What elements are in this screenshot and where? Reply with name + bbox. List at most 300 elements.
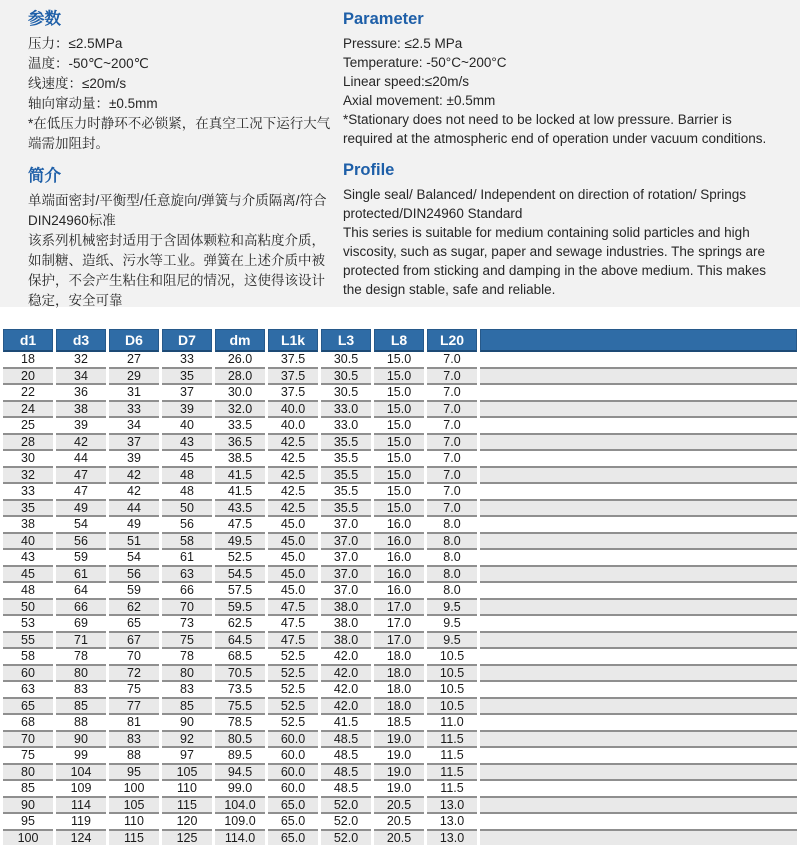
cn-parameter-heading: 参数 <box>28 10 61 28</box>
table-cell: 35 <box>3 499 53 516</box>
table-cell: 120 <box>162 812 212 829</box>
table-cell: 68 <box>3 713 53 730</box>
table-cell: 15.0 <box>374 433 424 450</box>
table-cell: 42 <box>56 433 106 450</box>
cn-profile-heading: 简介 <box>28 167 61 185</box>
table-cell: 78 <box>56 647 106 664</box>
table-cell: 110 <box>162 779 212 796</box>
table-cell: 34 <box>56 367 106 384</box>
table-cell: 43 <box>162 433 212 450</box>
chinese-info-column <box>28 8 331 307</box>
table-cell: 61 <box>162 548 212 565</box>
table-cell: 52.5 <box>268 680 318 697</box>
table-cell: 66 <box>56 598 106 615</box>
table-cell: 73.5 <box>215 680 265 697</box>
table-cell: 10.5 <box>427 680 477 697</box>
table-cell: 40.0 <box>268 416 318 433</box>
table-row <box>3 416 797 433</box>
table-cell: 105 <box>162 763 212 780</box>
cn-profile-text-1: 单端面密封/平衡型/任意旋向/弹簧与介质隔离/符合DIN24960标准 <box>28 193 327 228</box>
table-cell: 8.0 <box>427 515 477 532</box>
table-cell: 48.5 <box>321 763 371 780</box>
table-row <box>3 697 797 714</box>
table-row <box>3 466 797 483</box>
table-cell: 124 <box>56 829 106 846</box>
table-cell: 90 <box>56 730 106 747</box>
table-cell: 42.5 <box>268 499 318 516</box>
table-cell-blank <box>480 614 797 631</box>
table-cell: 49.5 <box>215 532 265 549</box>
table-cell: 40 <box>3 532 53 549</box>
table-cell: 15.0 <box>386 352 412 366</box>
table-cell: 125 <box>162 829 212 846</box>
table-cell-blank <box>480 548 797 565</box>
cn-axial-movement-line: 轴向窜动量：±0.5mm <box>28 96 158 111</box>
table-cell: 8.0 <box>427 581 477 598</box>
table-cell: 69 <box>56 614 106 631</box>
table-cell: 16.0 <box>374 565 424 582</box>
table-cell: 52.5 <box>268 697 318 714</box>
table-cell: 7.0 <box>427 367 477 384</box>
table-cell: 29 <box>109 367 159 384</box>
table-cell: 99 <box>56 746 106 763</box>
table-cell: 35 <box>162 367 212 384</box>
table-cell: 33 <box>3 482 53 499</box>
table-cell-blank <box>480 482 797 499</box>
table-cell: 16.0 <box>374 515 424 532</box>
table-cell: 20 <box>3 367 53 384</box>
table-row <box>3 367 797 384</box>
table-cell: 47 <box>56 466 106 483</box>
table-cell: 33 <box>109 400 159 417</box>
table-cell: 15.0 <box>374 400 424 417</box>
table-row <box>3 647 797 664</box>
table-cell: 25 <box>3 416 53 433</box>
table-cell: 60.0 <box>268 730 318 747</box>
table-cell: 37 <box>109 433 159 450</box>
table-cell: 18 <box>21 352 35 366</box>
table-cell: 49 <box>56 499 106 516</box>
table-cell: 33.5 <box>215 416 265 433</box>
table-cell: 70 <box>162 598 212 615</box>
table-cell: 52.0 <box>321 796 371 813</box>
table-cell: 48.5 <box>321 730 371 747</box>
table-cell: 7.0 <box>427 466 477 483</box>
table-cell: 50 <box>162 499 212 516</box>
table-cell: 15.0 <box>374 466 424 483</box>
table-cell-blank <box>480 367 797 384</box>
table-cell: 59 <box>109 581 159 598</box>
table-cell: 78.5 <box>215 713 265 730</box>
table-cell: 44 <box>56 449 106 466</box>
table-cell: 37.0 <box>321 548 371 565</box>
table-row <box>3 449 797 466</box>
table-cell: 32 <box>74 352 88 366</box>
table-row <box>3 713 797 730</box>
en-note-text: *Stationary does not need to be locked at low pressure. Barrier is required at the atmospheric end of operation under vacuum conditions. <box>343 112 767 146</box>
table-row <box>3 581 797 598</box>
table-cell: 60.0 <box>268 779 318 796</box>
table-cell: 24 <box>3 400 53 417</box>
table-cell: 15.0 <box>374 416 424 433</box>
table-cell: 75 <box>109 680 159 697</box>
table-cell-blank <box>480 680 797 697</box>
table-cell: 41.5 <box>321 713 371 730</box>
table-row <box>3 482 797 499</box>
table-cell: 60.0 <box>268 763 318 780</box>
table-cell: 37.0 <box>321 515 371 532</box>
table-cell: 83 <box>56 680 106 697</box>
table-cell: 47.5 <box>268 614 318 631</box>
table-cell: 90 <box>162 713 212 730</box>
cn-pressure-line: 压力：≤2.5MPa <box>28 36 123 51</box>
table-cell: 47.5 <box>268 598 318 615</box>
table-cell: 48.5 <box>321 779 371 796</box>
column-header-dm: dm <box>215 329 265 352</box>
table-cell: 88 <box>56 713 106 730</box>
table-cell: 59.5 <box>215 598 265 615</box>
cn-profile-text-2: 该系列机械密封适用于含固体颗粒和高粘度介质，如制糖、造纸、污水等工业。弹簧在上述介质中被保护，不会产生粘住和阻尼的情况，这使得该设计稳定，安全可靠 <box>28 233 325 308</box>
table-cell: 72 <box>109 664 159 681</box>
table-cell: 92 <box>162 730 212 747</box>
column-header-blank <box>480 329 797 352</box>
table-cell-blank <box>480 433 797 450</box>
table-cell: 42.5 <box>268 449 318 466</box>
cn-note-text: *在低压力时静环不必锁紧，在真空工况下运行大气端需加阻封。 <box>28 116 331 151</box>
table-cell: 15.0 <box>374 499 424 516</box>
table-cell: 15.0 <box>374 482 424 499</box>
table-cell: 41.5 <box>215 466 265 483</box>
table-cell: 33 <box>180 352 194 366</box>
table-cell: 20.5 <box>374 796 424 813</box>
table-cell: 45.0 <box>268 581 318 598</box>
table-cell: 26.0 <box>227 352 253 366</box>
table-cell: 56 <box>109 565 159 582</box>
table-row <box>3 532 797 549</box>
table-row <box>3 779 797 796</box>
table-cell: 19.0 <box>374 746 424 763</box>
table-cell: 7.0 <box>427 416 477 433</box>
table-cell-blank <box>480 416 797 433</box>
table-cell: 99.0 <box>215 779 265 796</box>
table-cell: 114 <box>56 796 106 813</box>
english-info-column <box>343 8 788 307</box>
table-cell: 104.0 <box>215 796 265 813</box>
table-cell: 18.0 <box>374 697 424 714</box>
table-cell: 109.0 <box>215 812 265 829</box>
table-row <box>3 664 797 681</box>
table-cell-blank <box>480 466 797 483</box>
table-cell: 54.5 <box>215 565 265 582</box>
table-cell: 20.5 <box>374 812 424 829</box>
table-cell: 7.0 <box>427 433 477 450</box>
column-header-D6: D6 <box>109 329 159 352</box>
table-cell-blank <box>480 499 797 516</box>
table-row <box>3 812 797 829</box>
table-cell: 50 <box>3 598 53 615</box>
table-cell: 30.5 <box>333 352 359 366</box>
table-row <box>3 565 797 582</box>
table-cell: 41.5 <box>215 482 265 499</box>
table-cell: 75 <box>162 631 212 648</box>
table-cell: 16.0 <box>374 532 424 549</box>
table-cell: 58 <box>162 532 212 549</box>
table-row <box>3 499 797 516</box>
table-cell: 39 <box>56 416 106 433</box>
column-header-L1k: L1k <box>268 329 318 352</box>
table-cell: 60.0 <box>268 746 318 763</box>
table-cell: 47.5 <box>268 631 318 648</box>
table-cell: 51 <box>109 532 159 549</box>
table-cell: 30.0 <box>215 383 265 400</box>
table-cell: 17.0 <box>374 614 424 631</box>
column-header-L20: L20 <box>427 329 477 352</box>
column-header-L8: L8 <box>374 329 424 352</box>
table-cell: 78 <box>162 647 212 664</box>
table-cell: 109 <box>56 779 106 796</box>
table-cell: 88 <box>109 746 159 763</box>
table-cell: 11.5 <box>427 763 477 780</box>
table-cell: 61 <box>56 565 106 582</box>
table-cell: 45 <box>3 565 53 582</box>
table-cell-blank <box>480 664 797 681</box>
table-cell: 40 <box>162 416 212 433</box>
table-cell: 15.0 <box>374 367 424 384</box>
table-row <box>3 598 797 615</box>
table-cell: 10.5 <box>427 664 477 681</box>
table-cell: 35.5 <box>321 449 371 466</box>
table-cell: 42 <box>109 482 159 499</box>
column-header-d3: d3 <box>56 329 106 352</box>
table-cell: 66 <box>162 581 212 598</box>
table-row <box>3 614 797 631</box>
table-cell: 70 <box>109 647 159 664</box>
table-cell-blank <box>480 796 797 813</box>
column-header-d1: d1 <box>3 329 53 352</box>
table-cell: 20.5 <box>374 829 424 846</box>
table-cell: 35.5 <box>321 482 371 499</box>
table-cell: 64.5 <box>215 631 265 648</box>
table-cell: 71 <box>56 631 106 648</box>
table-cell-blank <box>480 763 797 780</box>
table-cell-blank <box>480 631 797 648</box>
table-cell: 85 <box>162 697 212 714</box>
table-cell-blank <box>480 581 797 598</box>
table-cell: 9.5 <box>427 631 477 648</box>
table-cell: 35.5 <box>321 433 371 450</box>
table-cell: 94.5 <box>215 763 265 780</box>
table-cell: 43 <box>3 548 53 565</box>
table-cell: 38.5 <box>215 449 265 466</box>
table-cell: 65.0 <box>268 829 318 846</box>
table-cell: 65 <box>109 614 159 631</box>
table-cell: 16.0 <box>374 548 424 565</box>
table-cell: 48 <box>162 466 212 483</box>
table-cell: 45.0 <box>268 515 318 532</box>
table-cell: 47 <box>56 482 106 499</box>
table-cell: 115 <box>162 796 212 813</box>
table-cell: 42.0 <box>321 697 371 714</box>
dimension-table-section <box>0 329 800 845</box>
table-cell-blank <box>480 449 797 466</box>
table-cell: 80 <box>162 664 212 681</box>
table-row <box>3 631 797 648</box>
table-cell: 28.0 <box>215 367 265 384</box>
cn-temperature-line: 温度：-50℃~200℃ <box>28 56 149 71</box>
table-cell: 8.0 <box>427 548 477 565</box>
table-cell: 100 <box>3 829 53 846</box>
table-cell: 52.5 <box>268 647 318 664</box>
table-cell: 67 <box>109 631 159 648</box>
dimension-table <box>0 329 800 845</box>
table-cell: 18.5 <box>374 713 424 730</box>
table-cell: 32.0 <box>215 400 265 417</box>
table-cell: 105 <box>109 796 159 813</box>
table-cell: 57.5 <box>215 581 265 598</box>
table-cell: 44 <box>109 499 159 516</box>
table-cell: 83 <box>162 680 212 697</box>
table-cell: 52.0 <box>321 812 371 829</box>
table-cell: 54 <box>56 515 106 532</box>
table-cell: 31 <box>109 383 159 400</box>
table-cell-blank <box>480 730 797 747</box>
table-cell: 62.5 <box>215 614 265 631</box>
table-cell: 49 <box>109 515 159 532</box>
table-cell-blank <box>480 812 797 829</box>
table-cell-blank <box>480 598 797 615</box>
en-profile-text-2: This series is suitable for medium containing solid particles and high viscosity, such as sugar, paper and sewage industries. The springs are protected from sticking and damping in the above medium. This makes the design stable, safe and reliable. <box>343 225 766 297</box>
table-cell: 30.5 <box>321 383 371 400</box>
table-cell: 42.0 <box>321 664 371 681</box>
table-cell: 11.5 <box>427 779 477 796</box>
table-cell: 15.0 <box>374 383 424 400</box>
table-cell: 68.5 <box>215 647 265 664</box>
en-linear-speed-line: Linear speed:≤20m/s <box>343 74 469 89</box>
table-cell: 62 <box>109 598 159 615</box>
table-cell: 38 <box>56 400 106 417</box>
table-cell: 42.0 <box>321 680 371 697</box>
table-cell: 63 <box>3 680 53 697</box>
table-cell: 95 <box>109 763 159 780</box>
table-cell: 42.5 <box>268 482 318 499</box>
table-cell: 65 <box>3 697 53 714</box>
table-cell: 37 <box>162 383 212 400</box>
table-cell: 114.0 <box>215 829 265 846</box>
en-temperature-line: Temperature: -50°C~200°C <box>343 55 507 70</box>
table-cell: 13.0 <box>427 829 477 846</box>
table-cell: 18.0 <box>374 680 424 697</box>
table-cell: 18.0 <box>374 647 424 664</box>
table-cell: 38.0 <box>321 614 371 631</box>
table-cell: 33.0 <box>321 416 371 433</box>
table-cell: 80 <box>56 664 106 681</box>
table-cell-blank <box>480 383 797 400</box>
table-cell: 104 <box>56 763 106 780</box>
table-cell: 16.0 <box>374 581 424 598</box>
table-cell: 58 <box>3 647 53 664</box>
table-row <box>3 730 797 747</box>
table-cell: 38 <box>3 515 53 532</box>
table-cell: 37.0 <box>321 532 371 549</box>
table-cell: 9.5 <box>427 614 477 631</box>
table-cell: 65.0 <box>268 812 318 829</box>
table-cell: 45.0 <box>268 565 318 582</box>
table-cell: 35.5 <box>321 499 371 516</box>
table-cell: 38.0 <box>321 598 371 615</box>
table-cell: 42.0 <box>321 647 371 664</box>
table-cell: 37.5 <box>268 383 318 400</box>
table-cell: 63 <box>162 565 212 582</box>
table-cell: 90 <box>3 796 53 813</box>
table-cell: 37.5 <box>280 352 306 366</box>
table-cell: 52.5 <box>268 664 318 681</box>
table-cell: 56 <box>56 532 106 549</box>
table-cell: 60 <box>3 664 53 681</box>
table-cell-blank <box>480 400 797 417</box>
table-cell: 48 <box>3 581 53 598</box>
table-row <box>3 433 797 450</box>
table-cell: 53 <box>3 614 53 631</box>
en-profile-heading: Profile <box>343 161 395 179</box>
table-row <box>3 763 797 780</box>
column-header-D7: D7 <box>162 329 212 352</box>
table-cell: 65.0 <box>268 796 318 813</box>
table-cell: 19.0 <box>374 730 424 747</box>
table-cell: 7.0 <box>443 352 461 366</box>
table-cell: 52.5 <box>215 548 265 565</box>
table-row <box>3 383 797 400</box>
table-cell: 40.0 <box>268 400 318 417</box>
table-row <box>3 680 797 697</box>
table-cell: 37.0 <box>321 581 371 598</box>
table-cell: 81 <box>109 713 159 730</box>
table-cell: 34 <box>109 416 159 433</box>
table-cell-blank <box>480 746 797 763</box>
table-cell: 64 <box>56 581 106 598</box>
table-cell: 15.0 <box>374 449 424 466</box>
table-cell: 85 <box>56 697 106 714</box>
table-cell: 27 <box>127 352 141 366</box>
table-cell: 115 <box>109 829 159 846</box>
table-row <box>3 829 797 846</box>
table-cell: 7.0 <box>427 383 477 400</box>
en-axial-movement-line: Axial movement: ±0.5mm <box>343 93 496 108</box>
table-cell: 7.0 <box>427 482 477 499</box>
table-cell-blank <box>480 647 797 664</box>
table-cell: 110 <box>109 812 159 829</box>
table-cell: 30 <box>3 449 53 466</box>
en-pressure-line: Pressure: ≤2.5 MPa <box>343 36 463 51</box>
table-cell: 52.5 <box>268 713 318 730</box>
table-cell: 48 <box>162 482 212 499</box>
table-cell: 52.0 <box>321 829 371 846</box>
table-cell: 18.0 <box>374 664 424 681</box>
table-cell: 42.5 <box>268 433 318 450</box>
table-cell: 7.0 <box>427 449 477 466</box>
table-cell: 36.5 <box>215 433 265 450</box>
table-cell: 37.0 <box>321 565 371 582</box>
table-cell: 77 <box>109 697 159 714</box>
table-cell: 37.5 <box>268 367 318 384</box>
table-cell: 73 <box>162 614 212 631</box>
table-row <box>3 548 797 565</box>
table-cell: 13.0 <box>427 796 477 813</box>
table-cell: 119 <box>56 812 106 829</box>
table-cell: 11.5 <box>427 730 477 747</box>
table-cell: 54 <box>109 548 159 565</box>
table-cell: 43.5 <box>215 499 265 516</box>
table-cell: 30.5 <box>321 367 371 384</box>
